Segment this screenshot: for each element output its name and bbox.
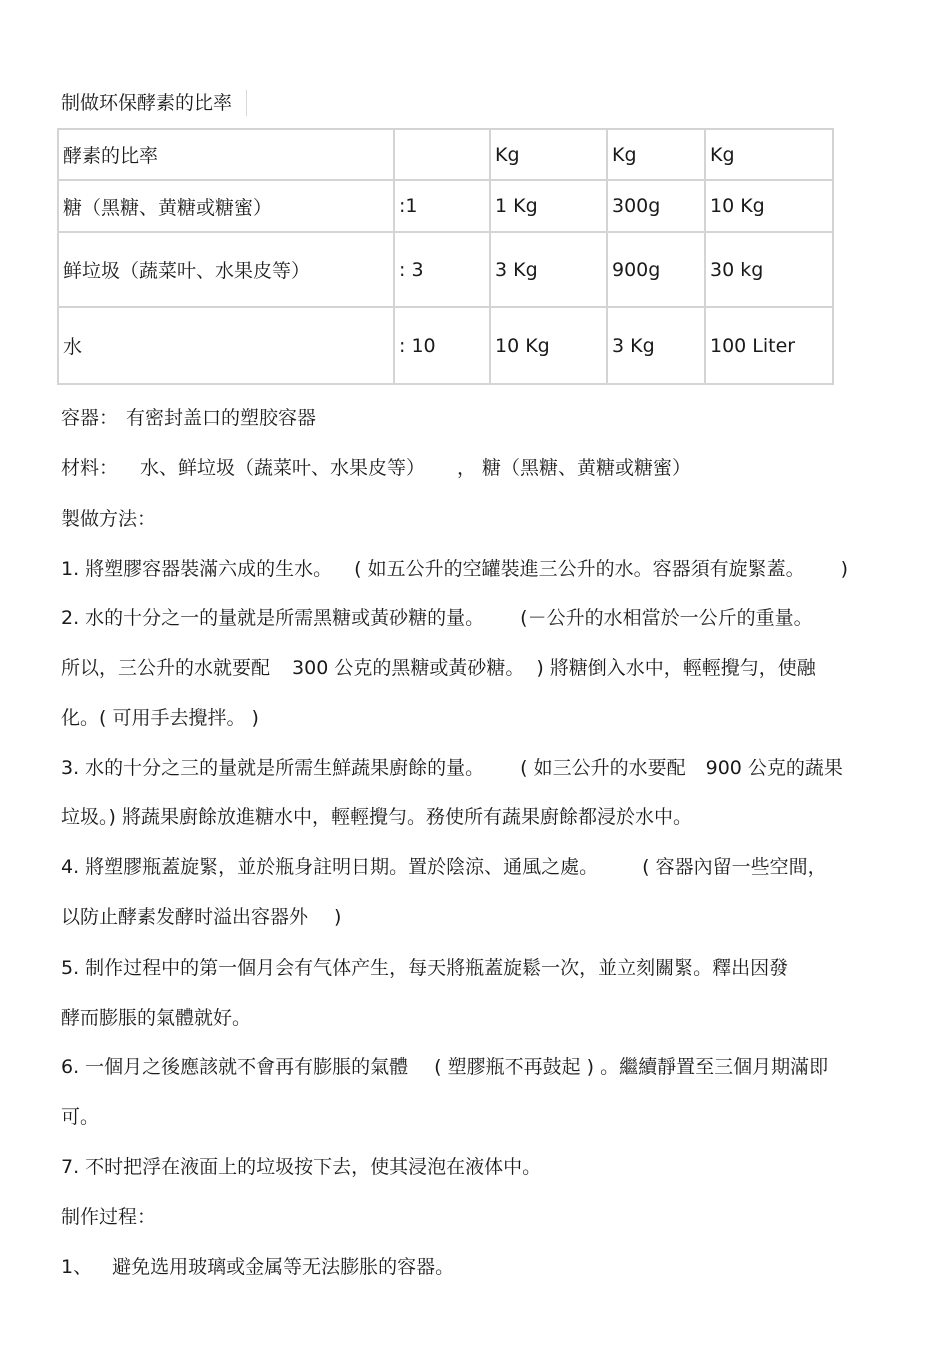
process-item-number: 1、 [61, 1256, 93, 1278]
materials-line [61, 455, 691, 481]
process-item-text: 避免选用玻璃或金属等无法膨胀的容器。 [112, 1256, 455, 1278]
table-cell: 酵素的比率 [58, 129, 394, 180]
step-1-line [61, 556, 848, 582]
step-text: ) [334, 906, 342, 928]
step-text: 2. 水的十分之一的量就是所需黑糖或黃砂糖的量。 [61, 607, 485, 629]
materials-sep: ， [457, 457, 477, 479]
table-row [58, 307, 833, 384]
step-text: ( 容器內留一些空間， [642, 856, 827, 878]
table-cell: 100 Liter [705, 307, 833, 384]
document-title: 制做环保酵素的比率 [61, 90, 247, 116]
table-cell: Kg [705, 129, 833, 180]
process-item-1 [61, 1254, 454, 1280]
table-cell: 3 Kg [490, 232, 607, 307]
step-text: ( 如五公升的空罐裝進三公升的水。容器須有旋緊蓋。 [354, 558, 805, 580]
materials-part1: 水、鲜垃圾（蔬菜叶、水果皮等） [140, 457, 426, 479]
step-6-line-2: 可。 [61, 1106, 100, 1128]
table-cell: 10 Kg [705, 180, 833, 232]
container-value: 有密封盖口的塑胶容器 [126, 407, 317, 429]
table-row [58, 129, 833, 180]
process-heading: 制作过程： [61, 1206, 157, 1228]
step-2-line-3: 化。( 可用手去攪拌。 ) [61, 707, 259, 729]
step-text: 300 公克的黑糖或黃砂糖。 [292, 657, 525, 679]
table-cell [394, 129, 490, 180]
table-cell: Kg [607, 129, 705, 180]
step-text: (－公升的水相當於一公斤的重量。 [520, 607, 813, 629]
table-cell: 30 kg [705, 232, 833, 307]
table-cell: :1 [394, 180, 490, 232]
table-cell: 900g [607, 232, 705, 307]
step-text: ( 塑膠瓶不再鼓起 ) 。繼續靜置至三個月期滿即 [434, 1056, 829, 1078]
step-5-line-1: 5. 制作过程中的第一個月会有气体产生，每天將瓶蓋旋鬆一次，並立刻關緊。釋出因發 [61, 957, 789, 979]
step-2-line-2 [61, 655, 816, 681]
step-2-line-1 [61, 605, 813, 631]
table-cell: 鲜垃圾（蔬菜叶、水果皮等） [58, 232, 394, 307]
table-cell: 10 Kg [490, 307, 607, 384]
container-label: 容器： [61, 407, 119, 429]
step-7-line: 7. 不时把浮在液面上的垃圾按下去，使其浸泡在液体中。 [61, 1156, 542, 1178]
step-text: 所以，三公升的水就要配 [61, 657, 271, 679]
step-text: 1. 將塑膠容器裝滿六成的生水。 [61, 558, 333, 580]
step-text: 900 公克的蔬果 [705, 757, 843, 779]
table-row [58, 232, 833, 307]
table-cell: : 10 [394, 307, 490, 384]
table-cell: Kg [490, 129, 607, 180]
step-text: 4. 將塑膠瓶蓋旋緊，並於瓶身註明日期。置於陰涼、通風之處。 [61, 856, 599, 878]
method-heading: 製做方法： [61, 508, 157, 530]
table-cell: : 3 [394, 232, 490, 307]
step-4-line-1 [61, 854, 827, 880]
table-cell: 1 Kg [490, 180, 607, 232]
table-row [58, 180, 833, 232]
table-cell: 水 [58, 307, 394, 384]
step-3-line-1 [61, 755, 843, 781]
step-6-line-1 [61, 1054, 828, 1080]
materials-label: 材料： [61, 457, 119, 479]
container-line [61, 405, 316, 431]
step-3-line-2: 垃圾。) 將蔬果廚餘放進糖水中，輕輕攪勻。務使所有蔬果廚餘都浸於水中。 [61, 806, 692, 828]
step-text: 以防止酵素发酵时溢出容器外 [61, 906, 309, 928]
ratio-table [57, 128, 834, 385]
step-text: 3. 水的十分之三的量就是所需生鮮蔬果廚餘的量。 [61, 757, 485, 779]
step-5-line-2: 酵而膨脹的氣體就好。 [61, 1007, 252, 1029]
step-text: 6. 一個月之後應該就不會再有膨脹的氣體 [61, 1056, 409, 1078]
table-cell: 3 Kg [607, 307, 705, 384]
step-text: ) 將糖倒入水中，輕輕攪勻，使融 [536, 657, 816, 679]
step-text: ( 如三公升的水要配 [520, 757, 686, 779]
step-text: ) [840, 558, 849, 580]
table-cell: 糖（黑糖、黄糖或糖蜜） [58, 180, 394, 232]
step-4-line-2 [61, 904, 341, 930]
materials-part2: 糖（黑糖、黄糖或糖蜜） [482, 457, 692, 479]
table-cell: 300g [607, 180, 705, 232]
